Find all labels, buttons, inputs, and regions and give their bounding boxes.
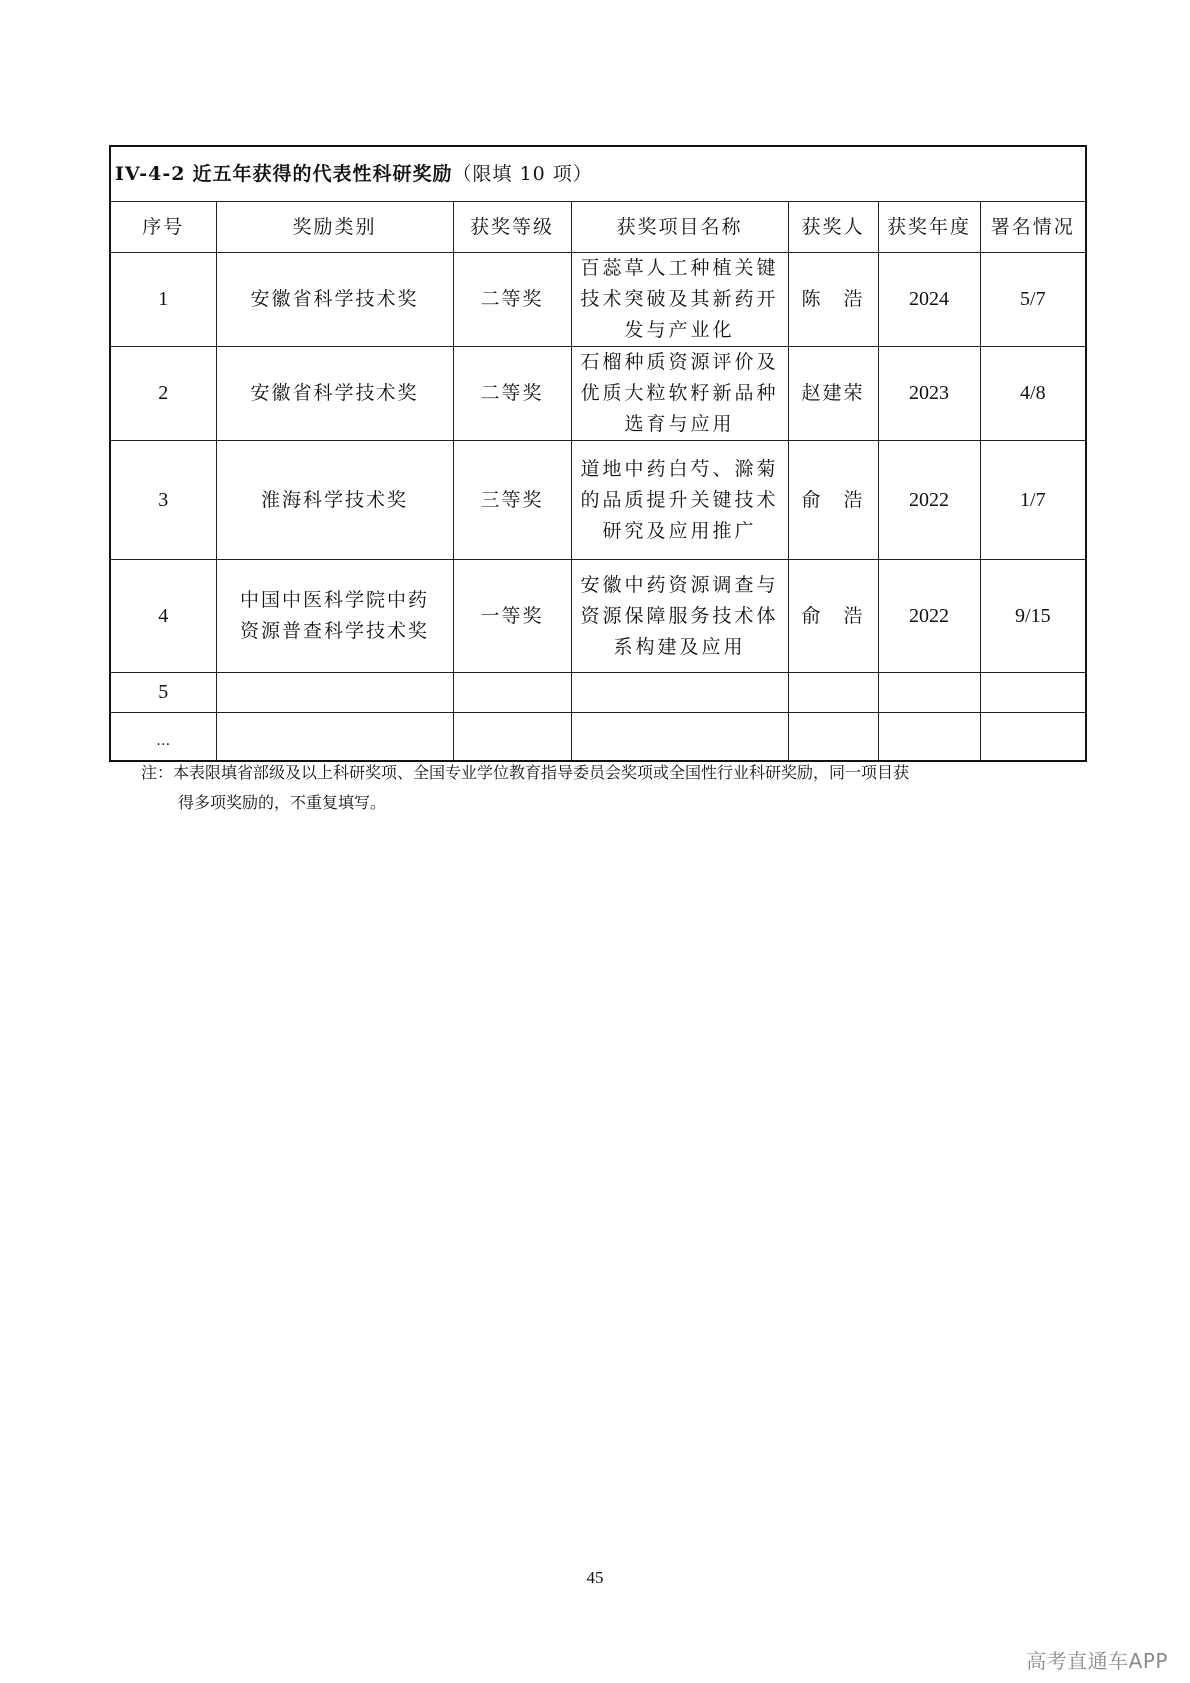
cell-year: 2023 xyxy=(878,347,980,441)
cell-person xyxy=(788,673,878,713)
cell-no: 5 xyxy=(110,673,216,713)
cell-project: 道地中药白芍、滁菊的品质提升关键技术研究及应用推广 xyxy=(571,441,788,560)
footnote-line-2: 得多项奖励的，不重复填写。 xyxy=(178,793,387,812)
cell-category xyxy=(216,713,453,762)
cell-person: 俞 浩 xyxy=(788,560,878,673)
cell-project xyxy=(571,713,788,762)
table-row xyxy=(110,347,1086,441)
cell-project: 石榴种质资源评价及优质大粒软籽新品种选育与应用 xyxy=(571,347,788,441)
cell-signature xyxy=(980,713,1086,762)
table-row xyxy=(110,713,1086,762)
cell-no: 4 xyxy=(110,560,216,673)
cell-signature: 5/7 xyxy=(980,253,1086,347)
cell-person: 赵建荣 xyxy=(788,347,878,441)
cell-project: 百蕊草人工种植关键技术突破及其新药开发与产业化 xyxy=(571,253,788,347)
cell-person: 陈 浩 xyxy=(788,253,878,347)
footnote-line-1: 注：本表限填省部级及以上科研奖项、全国专业学位教育指导委员会奖项或全国性行业科研奖励，同一项目获 xyxy=(141,763,910,782)
table-row xyxy=(110,441,1086,560)
table-title-row xyxy=(110,146,1086,202)
watermark: 高考直通车APP xyxy=(1026,1649,1168,1673)
cell-level: 一等奖 xyxy=(453,560,571,673)
page-number: 45 xyxy=(586,1568,604,1587)
table-row xyxy=(110,673,1086,713)
cell-person: 俞 浩 xyxy=(788,441,878,560)
awards-table-container xyxy=(109,145,1085,762)
cell-year: 2022 xyxy=(878,560,980,673)
cell-signature: 9/15 xyxy=(980,560,1086,673)
table-title-main: 近五年获得的代表性科研奖励 xyxy=(192,162,453,185)
column-header-person: 获奖人 xyxy=(788,202,878,253)
cell-year: 2024 xyxy=(878,253,980,347)
cell-level: 三等奖 xyxy=(453,441,571,560)
cell-year xyxy=(878,673,980,713)
cell-category: 淮海科学技术奖 xyxy=(216,441,453,560)
cell-no: … xyxy=(110,713,216,762)
awards-table xyxy=(109,145,1087,762)
cell-project: 安徽中药资源调查与资源保障服务技术体系构建及应用 xyxy=(571,560,788,673)
cell-category: 安徽省科学技术奖 xyxy=(216,347,453,441)
column-header-level: 获奖等级 xyxy=(453,202,571,253)
cell-signature xyxy=(980,673,1086,713)
cell-project xyxy=(571,673,788,713)
table-header-row xyxy=(110,202,1086,253)
cell-signature: 1/7 xyxy=(980,441,1086,560)
cell-category: 安徽省科学技术奖 xyxy=(216,253,453,347)
cell-level: 二等奖 xyxy=(453,347,571,441)
cell-no: 2 xyxy=(110,347,216,441)
column-header-project: 获奖项目名称 xyxy=(571,202,788,253)
table-footnote xyxy=(141,758,1021,818)
table-title-code: IV-4-2 xyxy=(115,162,186,185)
column-header-no: 序号 xyxy=(110,202,216,253)
table-title xyxy=(110,146,1086,202)
cell-no: 1 xyxy=(110,253,216,347)
cell-category xyxy=(216,673,453,713)
cell-no: 3 xyxy=(110,441,216,560)
cell-level xyxy=(453,673,571,713)
column-header-year: 获奖年度 xyxy=(878,202,980,253)
cell-category: 中国中医科学院中药资源普查科学技术奖 xyxy=(216,560,453,673)
cell-year: 2022 xyxy=(878,441,980,560)
cell-signature: 4/8 xyxy=(980,347,1086,441)
cell-level xyxy=(453,713,571,762)
column-header-signature: 署名情况 xyxy=(980,202,1086,253)
table-row xyxy=(110,560,1086,673)
table-title-note: （限填 10 项） xyxy=(452,162,593,185)
cell-person xyxy=(788,713,878,762)
column-header-category: 奖励类别 xyxy=(216,202,453,253)
cell-year xyxy=(878,713,980,762)
table-row xyxy=(110,253,1086,347)
cell-level: 二等奖 xyxy=(453,253,571,347)
